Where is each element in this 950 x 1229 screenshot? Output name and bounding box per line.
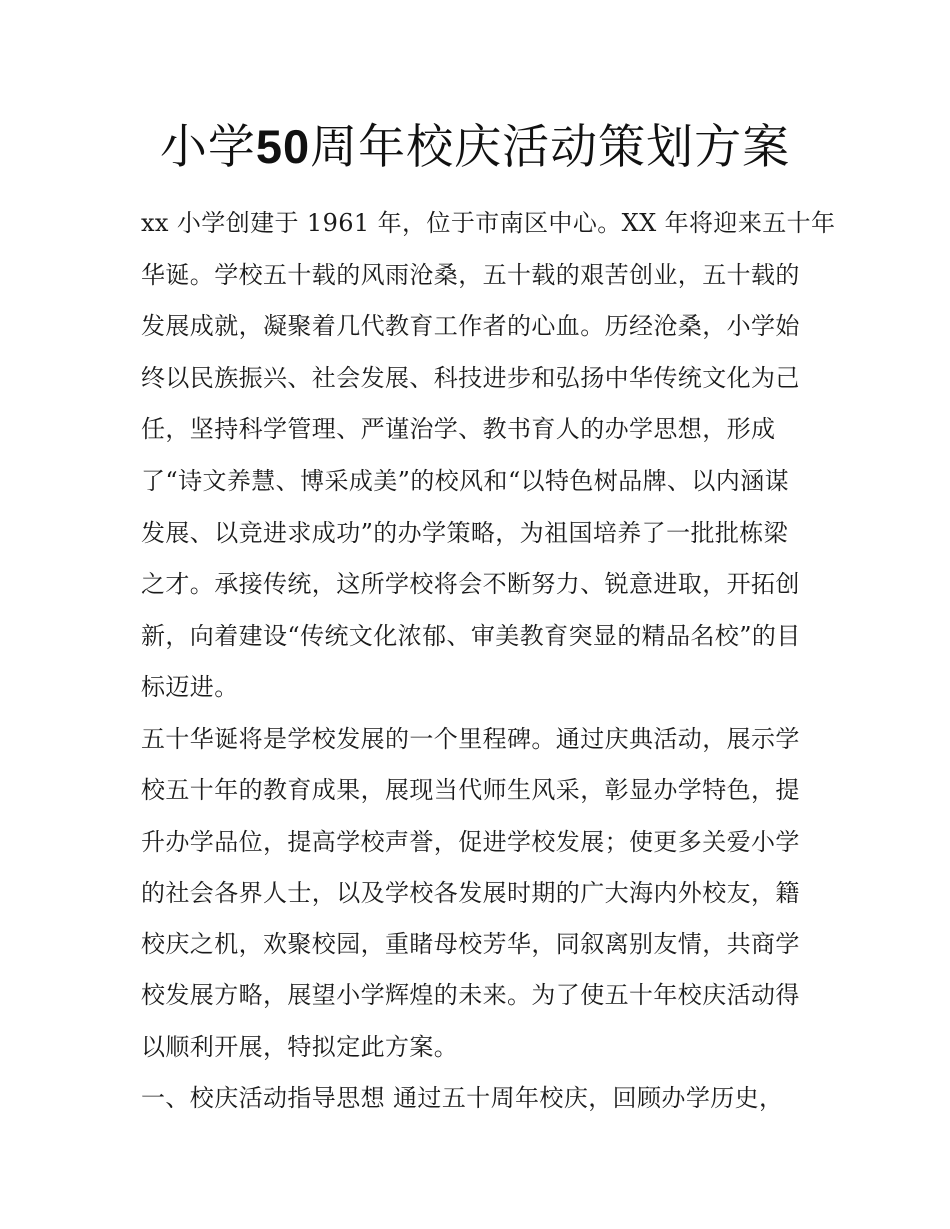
document-title [0,112,950,183]
text-line: 以顺利开展，特拟定此方案。 [141,1032,459,1061]
paragraph-purpose [141,714,811,1073]
text-line: 发展、以竞进求成功”的办学策略，为祖国培养了一批批栋梁 [141,518,789,547]
text-line: 华诞。学校五十载的风雨沧桑，五十载的艰苦创业，五十载的 [141,260,800,289]
text-line: 发展成就，凝聚着几代教育工作者的心血。历经沧桑，小学始 [141,312,800,341]
text-line: 了“诗文养慧、博采成美”的校风和“以特色树品牌、以内涵谋 [141,466,790,495]
text-line: 终以民族振兴、社会发展、科技进步和弘扬中华传统文化为己 [141,363,800,392]
text-line: 新，向着建设“传统文化浓郁、审美教育突显的精品名校”的目 [141,621,801,650]
text-line: 的社会各界人士，以及学校各发展时期的广大海内外校友，籍 [141,878,800,907]
paragraph-section-one [141,1073,811,1124]
text-line: 校发展方略，展望小学辉煌的未来。为了使五十年校庆活动得 [141,981,800,1010]
text-line: 五十华诞将是学校发展的一个里程碑。通过庆典活动，展示学 [141,724,800,753]
text-line: xx 小学创建于 1961 年，位于市南区中心。XX 年将迎来五十年 [141,209,836,237]
text-line: 校五十年的教育成果，展现当代师生风采，彰显办学特色，提 [141,776,800,805]
text-line: 校庆之机，欢聚校园，重睹母校芳华，同叙离别友情，共商学 [141,930,800,959]
text-line: 之才。承接传统，这所学校将会不断努力、锐意进取，开拓创 [141,570,800,599]
text-line: 一、校庆活动指导思想 通过五十周年校庆，回顾办学历史， [141,1084,784,1113]
paragraph-intro [141,198,836,714]
title-prefix: 小学 [159,120,256,175]
text-line: 升办学品位，提高学校声誉，促进学校发展；使更多关爱小学 [141,827,800,856]
document-body [141,198,836,1124]
text-line: 标迈进。 [141,673,239,702]
title-suffix: 周年校庆活动策划方案 [310,120,791,175]
text-line: 任，坚持科学管理、严谨治学、教书育人的办学思想，形成 [141,415,776,444]
title-number: 50 [255,120,311,173]
